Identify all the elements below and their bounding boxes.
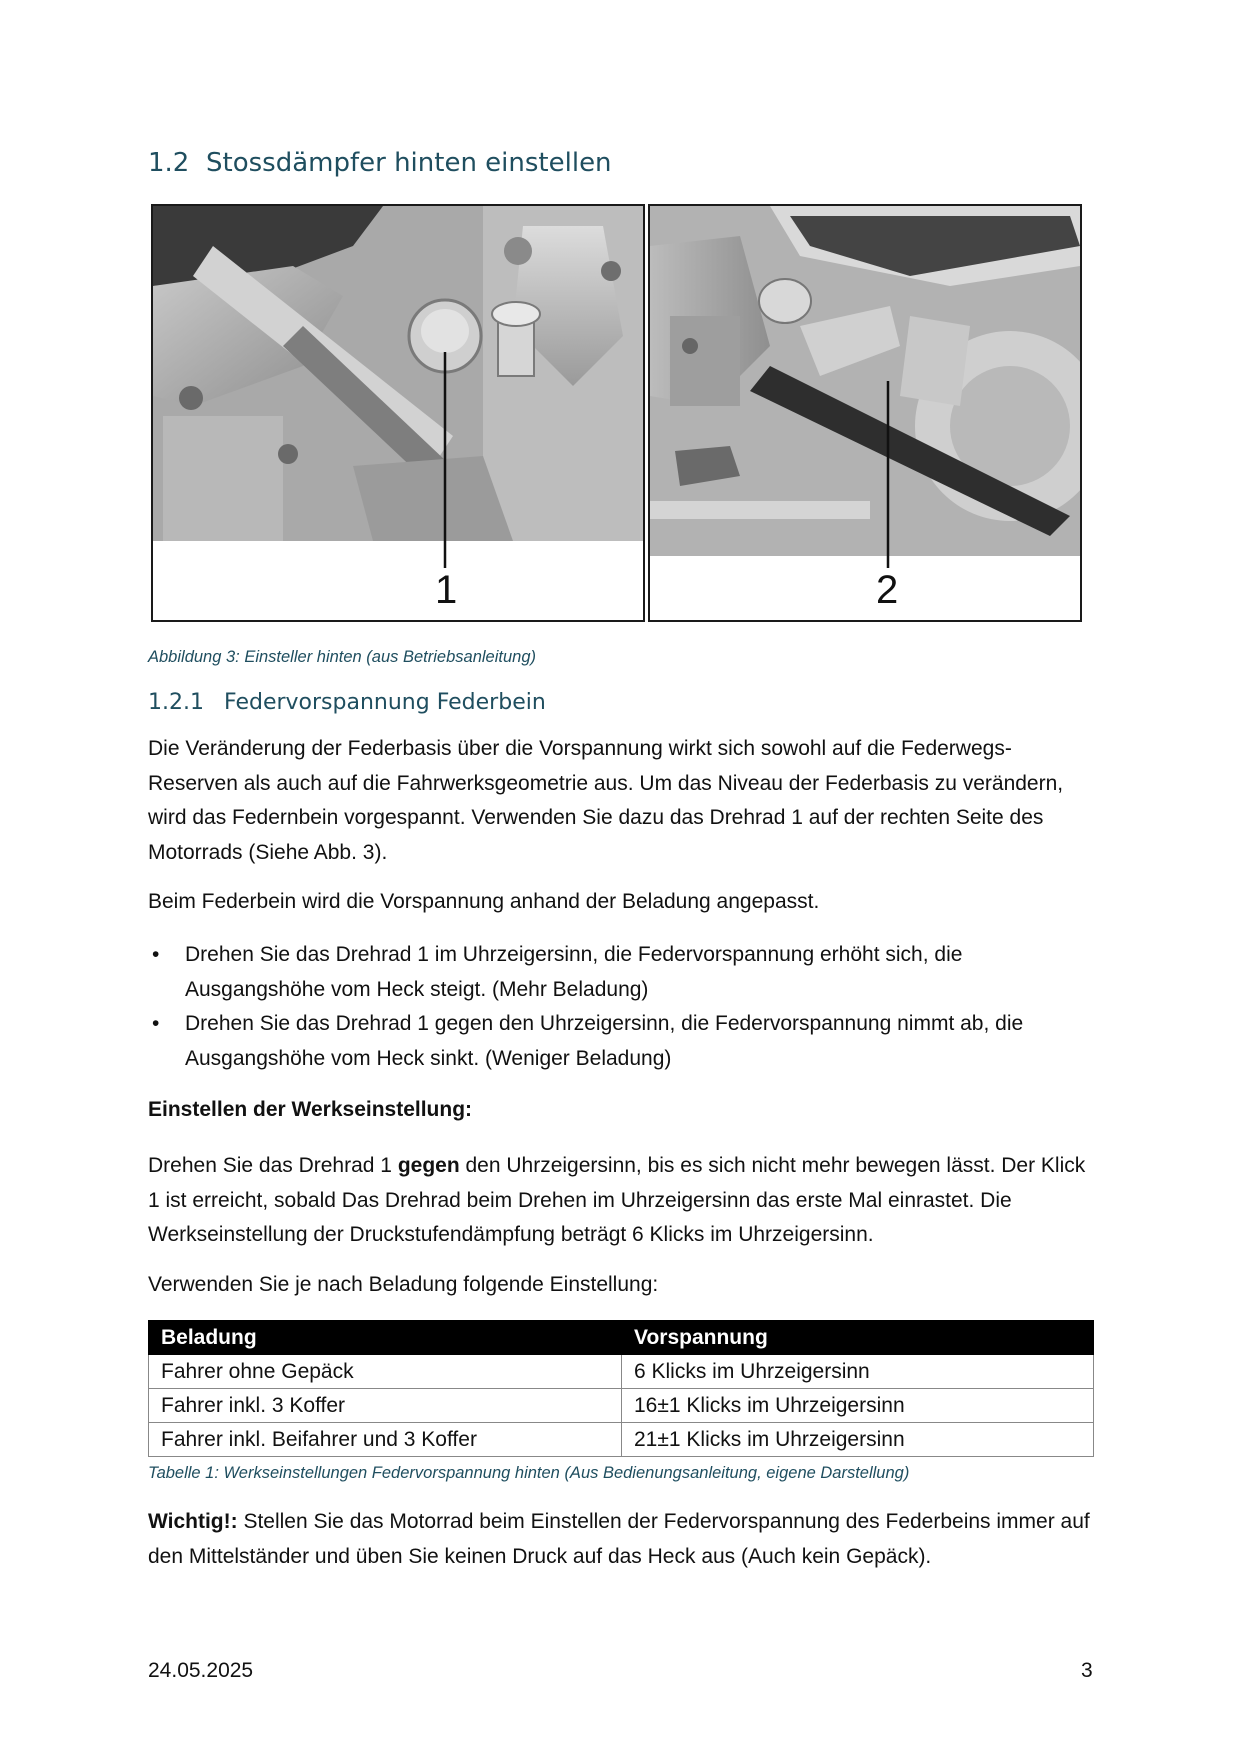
list-item: [148, 1007, 1098, 1076]
footer-date: 24.05.2025: [148, 1659, 254, 1682]
bullet-text: Drehen Sie das Drehrad 1 im Uhrzeigersinn, die Federvorspannung erhöht sich, die Ausgangshöhe vom Heck steigt. (Mehr Beladung): [185, 943, 963, 1001]
bullet-icon: •: [152, 1012, 160, 1035]
table-row: [149, 1355, 1094, 1389]
motorcycle-rear-right-illustration: [153, 206, 643, 620]
page-number: 3: [1081, 1659, 1093, 1682]
factory-text-end: den Uhrzeigersinn, bis es sich nicht mehr bewegen lässt. Der Klick 1 ist erreicht, sobald Das Drehrad beim Drehen im Uhrzeigersinn das erste Mal einrastet. Die Werkseinstellung der Druckstufendämpfung beträgt 6 Klicks im Uhrzeigersinn.: [148, 1154, 1086, 1246]
figure-panel-1: [151, 204, 645, 622]
load-paragraph: Beim Federbein wird die Vorspannung anhand der Beladung angepasst.: [148, 890, 820, 913]
table-cell: 6 Klicks im Uhrzeigersinn: [622, 1355, 1094, 1389]
callout-2-label: 2: [876, 568, 899, 612]
table-cell: 21±1 Klicks im Uhrzeigersinn: [622, 1423, 1094, 1457]
table-row: [149, 1389, 1094, 1423]
adjuster-figure: [151, 204, 1081, 622]
column-header-preload: Vorspannung: [622, 1321, 1094, 1355]
table-row: [149, 1423, 1094, 1457]
table-header-row: [149, 1321, 1094, 1355]
motorcycle-rear-left-illustration: [650, 206, 1080, 620]
adjustment-bullet-list: [148, 938, 1098, 1076]
list-item: [148, 938, 1098, 1007]
table-cell: Fahrer ohne Gepäck: [149, 1355, 622, 1389]
callout-1-label: 1: [435, 568, 458, 612]
figure-panel-2: [648, 204, 1082, 622]
section-heading: [148, 148, 612, 178]
column-header-load: Beladung: [149, 1321, 622, 1355]
section-title: Stossdämpfer hinten einstellen: [206, 148, 612, 178]
factory-setting-paragraph: [148, 1149, 1098, 1253]
factory-text-emphasis: gegen: [397, 1154, 460, 1177]
important-note: [148, 1505, 1098, 1574]
bullet-text: Drehen Sie das Drehrad 1 gegen den Uhrzeigersinn, die Federvorspannung nimmt ab, die Ausgangshöhe vom Heck sinkt. (Weniger Beladung): [185, 1012, 1024, 1070]
bullet-icon: •: [152, 943, 160, 966]
subsection-heading: [148, 690, 546, 715]
factory-setting-heading: Einstellen der Werkseinstellung:: [148, 1098, 473, 1121]
preload-settings-table: [148, 1320, 1094, 1457]
subsection-number: 1.2.1: [148, 690, 204, 715]
factory-text-start: Drehen Sie das Drehrad 1: [148, 1154, 398, 1177]
important-label: Wichtig!:: [148, 1510, 238, 1533]
table-cell: Fahrer inkl. 3 Koffer: [149, 1389, 622, 1423]
table-cell: 16±1 Klicks im Uhrzeigersinn: [622, 1389, 1094, 1423]
table-intro: Verwenden Sie je nach Beladung folgende Einstellung:: [148, 1273, 659, 1296]
table-cell: Fahrer inkl. Beifahrer und 3 Koffer: [149, 1423, 622, 1457]
intro-paragraph: Die Veränderung der Federbasis über die Vorspannung wirkt sich sowohl auf die Federwegs-Reserven als auch auf die Fahrwerksgeometrie aus. Um das Niveau der Federbasis zu verändern, wird das Federnbein vorgespannt. Verwenden Sie dazu das Drehrad 1 auf der rechten Seite des Motorrads (Siehe Abb. 3).: [148, 737, 1064, 864]
section-number: 1.2: [148, 148, 190, 178]
important-text: Stellen Sie das Motorrad beim Einstellen der Federvorspannung des Federbeins immer auf den Mittelständer und üben Sie keinen Druck auf das Heck aus (Auch kein Gepäck).: [148, 1510, 1090, 1568]
table-caption: Tabelle 1: Werkseinstellungen Federvorspannung hinten (Aus Bedienungsanleitung, eigene Darstellung): [148, 1464, 910, 1482]
figure-caption: Abbildung 3: Einsteller hinten (aus Betriebsanleitung): [148, 648, 536, 666]
subsection-title: Federvorspannung Federbein: [224, 690, 546, 715]
